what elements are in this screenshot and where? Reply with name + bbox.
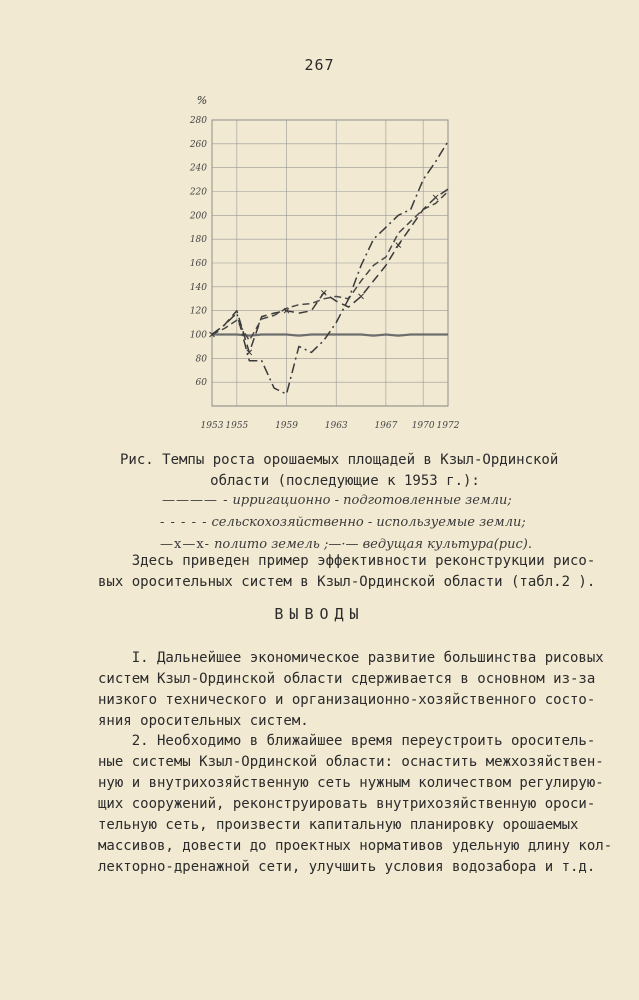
x-tick-label: 1955 xyxy=(225,421,249,431)
chart-svg xyxy=(180,88,480,438)
chart-legend xyxy=(150,490,610,556)
y-tick-label: 120 xyxy=(189,306,207,317)
conclusion-1: I. Дальнейшее экономическое развитие большинства рисовых систем Кзыл-Ординской области сдерживается в основном из-за низкого технического и организационно-хозяйственного состо- яния оросительных систем. xyxy=(98,650,604,729)
point-marker xyxy=(321,290,326,295)
growth-rate-chart xyxy=(180,88,480,438)
intro-paragraph: Здесь приведен пример эффективности реконструкции рисо- вых оросительных систем в Кзыл-Ординской области (табл.2 ). xyxy=(98,553,596,590)
y-tick-label: 60 xyxy=(195,378,207,389)
legend-label-watered: полито земель ;—·— ведущая культура(рис). xyxy=(214,537,532,552)
y-axis-label: % xyxy=(196,94,208,107)
legend-item-agricultural xyxy=(150,512,610,534)
legend-item-irrigation xyxy=(150,490,610,512)
x-tick-label: 1967 xyxy=(374,421,398,431)
page-number: 267 xyxy=(304,56,335,74)
y-tick-label: 260 xyxy=(189,139,207,150)
y-tick-label: 200 xyxy=(189,211,207,222)
point-marker xyxy=(359,294,364,299)
series-irrigation-prepared xyxy=(212,335,448,336)
y-tick-label: 80 xyxy=(195,354,207,365)
y-tick-label: 160 xyxy=(189,259,207,269)
section-heading: ВЫВОДЫ xyxy=(274,605,365,623)
x-tick-label: 1959 xyxy=(275,421,298,431)
legend-mark-cross: —х—х- xyxy=(160,537,211,552)
point-marker xyxy=(433,195,438,200)
x-tick-label: 1953 xyxy=(200,421,224,431)
y-tick-label: 240 xyxy=(189,163,207,174)
series-leading-crop-rice xyxy=(212,141,448,394)
y-tick-label: 100 xyxy=(189,330,207,341)
caption-line-2: области (последующие к 1953 г.): xyxy=(210,473,480,489)
legend-label-irrigation: ирригационно - подготовленные земли; xyxy=(232,493,512,508)
x-tick-label: 1963 xyxy=(324,421,348,431)
figure-caption xyxy=(110,450,580,492)
legend-mark-solid: ———— - xyxy=(162,493,229,508)
x-tick-label: 1970 xyxy=(411,421,435,431)
x-tick-label: 1972 xyxy=(436,421,460,431)
y-tick-label: 180 xyxy=(189,235,207,246)
y-tick-label: 220 xyxy=(189,187,207,198)
y-tick-label: 280 xyxy=(189,116,207,126)
conclusion-2: 2. Необходимо в ближайшее время переустроить ороситель- ные системы Кзыл-Ординской области: оснастить межхозяйствен- ную и внутрихозяйственную сеть нужным количеством регулирую- щих сооружений, реконструировать внутрихозяйственную ороси- тельную сеть, произвести капитальную планировку орошаемых массивов, довести до проектных нормативов удельную длину кол- лекторно-дренажной сети, улучшить условия водозабора и т.д. xyxy=(98,733,613,875)
series-agriculturally-used xyxy=(212,192,448,341)
legend-label-agricultural: сельскохозяйственно - используемые земли; xyxy=(211,515,526,530)
series-watered-lands xyxy=(212,189,448,352)
point-marker xyxy=(396,243,401,248)
y-tick-label: 140 xyxy=(189,282,207,293)
caption-line-1: Рис. Темпы роста орошаемых площадей в Кзыл-Ординской xyxy=(120,452,559,468)
legend-mark-dashed: - - - - - xyxy=(160,515,208,530)
